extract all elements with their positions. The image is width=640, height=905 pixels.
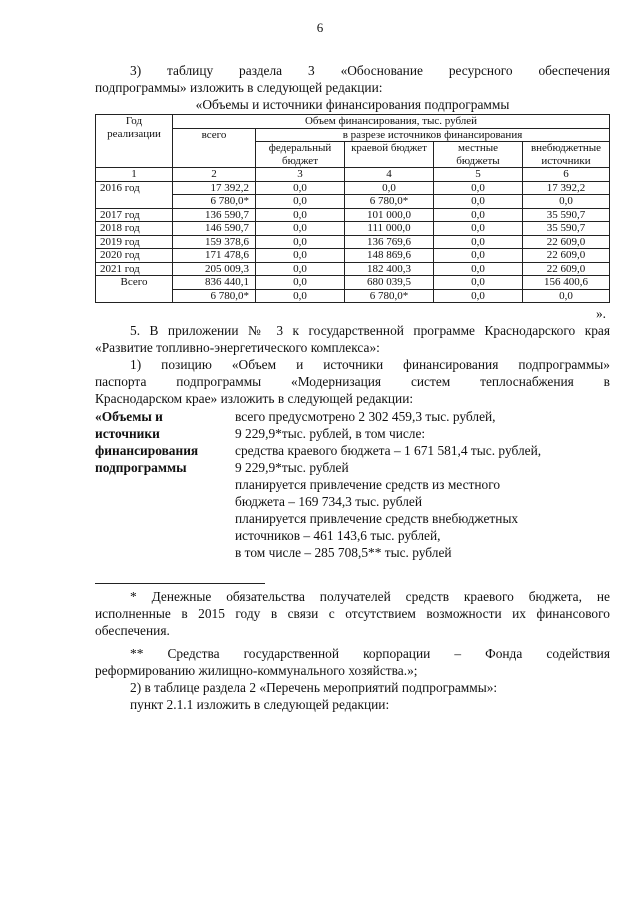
passport-value xyxy=(235,408,610,561)
local-cell: 0,0 xyxy=(434,276,523,290)
header-local: местные бюджеты xyxy=(434,142,523,168)
regional-cell: 0,0 xyxy=(345,181,434,195)
financing-table xyxy=(95,114,610,303)
total-cell: 159 378,6 xyxy=(173,235,256,249)
item1-line-2: паспорта подпрограммы «Модернизация систем теплоснабжения в xyxy=(95,374,610,389)
column-number-row xyxy=(96,168,610,182)
column-number: 2 xyxy=(173,168,256,182)
header-regional: краевой бюджет xyxy=(345,142,434,168)
passport-value-line: планируется привлечение средств внебюджетных xyxy=(235,511,519,526)
passport-value-line: источников – 461 143,6 тыс. рублей, xyxy=(235,528,441,543)
passport-value-line: бюджета – 169 734,3 тыс. рублей xyxy=(235,494,423,509)
federal-cell: 0,0 xyxy=(256,235,345,249)
total-cell: 136 590,7 xyxy=(173,208,256,222)
passport-value-line: всего предусмотрено 2 302 459,3 тыс. рублей, xyxy=(235,409,496,424)
document-body xyxy=(95,62,610,713)
total-cell: 17 392,2 xyxy=(173,181,256,195)
regional-cell: 680 039,5 xyxy=(345,276,434,290)
extra-cell: 22 609,0 xyxy=(523,262,610,276)
regional-cell: 6 780,0* xyxy=(345,289,434,303)
local-cell: 0,0 xyxy=(434,289,523,303)
closing-quote-mark: ». xyxy=(595,306,606,321)
federal-cell: 0,0 xyxy=(256,276,345,290)
passport-label xyxy=(95,408,235,561)
regional-cell: 6 780,0* xyxy=(345,195,434,209)
table-row xyxy=(96,181,610,195)
year-cell: 2021 год xyxy=(96,262,173,276)
column-number: 3 xyxy=(256,168,345,182)
footnote-1-line-2: исполненные в 2015 году в связи с отсутствием возможности их финансового xyxy=(95,606,610,621)
column-number: 5 xyxy=(434,168,523,182)
footnote-2-line-2: реформированию жилищно-коммунального хозяйства.»; xyxy=(95,663,418,678)
federal-cell: 0,0 xyxy=(256,222,345,236)
header-breakdown: в разрезе источников финансирования xyxy=(256,128,610,142)
table-row xyxy=(96,222,610,236)
item2-line-2: пункт 2.1.1 изложить в следующей редакции: xyxy=(130,697,390,712)
passport-value-line: в том числе – 285 708,5** тыс. рублей xyxy=(235,545,452,560)
year-cell: Всего xyxy=(96,276,173,303)
passport-value-line: 9 229,9*тыс. рублей xyxy=(235,460,349,475)
year-cell: 2017 год xyxy=(96,208,173,222)
item2-line-1: 2) в таблице раздела 2 «Перечень мероприятий подпрограммы»: xyxy=(130,680,498,695)
extra-cell: 156 400,6 xyxy=(523,276,610,290)
regional-cell: 136 769,6 xyxy=(345,235,434,249)
table-row xyxy=(96,289,610,303)
regional-cell: 111 000,0 xyxy=(345,222,434,236)
local-cell: 0,0 xyxy=(434,222,523,236)
federal-cell: 0,0 xyxy=(256,181,345,195)
passport-label-line: финансирования xyxy=(95,443,199,458)
extra-cell: 22 609,0 xyxy=(523,235,610,249)
local-cell: 0,0 xyxy=(434,249,523,263)
footnote-1-line-1: * Денежные обязательства получателей средств краевого бюджета, не xyxy=(130,589,610,604)
passport-label-line: подпрограммы xyxy=(95,460,187,475)
footnote-separator xyxy=(95,583,265,584)
column-number: 6 xyxy=(523,168,610,182)
local-cell: 0,0 xyxy=(434,208,523,222)
year-cell: 2016 год xyxy=(96,181,173,208)
passport-value-line: 9 229,9*тыс. рублей, в том числе: xyxy=(235,426,426,441)
year-cell: 2019 год xyxy=(96,235,173,249)
federal-cell: 0,0 xyxy=(256,208,345,222)
year-cell: 2020 год xyxy=(96,249,173,263)
section5-line-2: «Развитие топливно-энергетического комплекса»: xyxy=(95,340,380,355)
passport-value-line: планируется привлечение средств из местного xyxy=(235,477,501,492)
regional-cell: 148 869,6 xyxy=(345,249,434,263)
footnote-1-line-3: обеспечения. xyxy=(95,623,170,638)
total-cell: 6 780,0* xyxy=(173,289,256,303)
table-row xyxy=(96,249,610,263)
passport-label-line: «Объемы и xyxy=(95,409,163,424)
item1-line-3: Краснодарском крае» изложить в следующей редакции: xyxy=(95,391,414,406)
total-cell: 6 780,0* xyxy=(173,195,256,209)
federal-cell: 0,0 xyxy=(256,249,345,263)
section5-line-1: 5. В приложении № 3 к государственной программе Краснодарского края xyxy=(130,323,610,338)
year-cell: 2018 год xyxy=(96,222,173,236)
page-number: 6 xyxy=(316,20,324,35)
column-number: 1 xyxy=(96,168,173,182)
item1-line-1: 1) позицию «Объем и источники финансирования подпрограммы» xyxy=(130,357,610,372)
total-cell: 205 009,3 xyxy=(173,262,256,276)
total-cell: 836 440,1 xyxy=(173,276,256,290)
header-volume: Объем финансирования, тыс. рублей xyxy=(173,115,610,129)
federal-cell: 0,0 xyxy=(256,195,345,209)
extra-cell: 17 392,2 xyxy=(523,181,610,195)
total-cell: 146 590,7 xyxy=(173,222,256,236)
table-row xyxy=(96,195,610,209)
extra-cell: 22 609,0 xyxy=(523,249,610,263)
passport-value-line: средства краевого бюджета – 1 671 581,4 тыс. рублей, xyxy=(235,443,542,458)
local-cell: 0,0 xyxy=(434,181,523,195)
header-federal: федеральный бюджет xyxy=(256,142,345,168)
federal-cell: 0,0 xyxy=(256,289,345,303)
extra-cell: 35 590,7 xyxy=(523,222,610,236)
column-number: 4 xyxy=(345,168,434,182)
local-cell: 0,0 xyxy=(434,195,523,209)
header-total: всего xyxy=(173,128,256,168)
passport-label-line: источники xyxy=(95,426,160,441)
header-extra: внебюджетные источники xyxy=(523,142,610,168)
extra-cell: 0,0 xyxy=(523,289,610,303)
table-row xyxy=(96,235,610,249)
total-cell: 171 478,6 xyxy=(173,249,256,263)
regional-cell: 101 000,0 xyxy=(345,208,434,222)
table-row xyxy=(96,262,610,276)
intro-line-2: подпрограммы» изложить в следующей редакции: xyxy=(95,80,383,95)
intro-line-1: 3) таблицу раздела 3 «Обоснование ресурсного обеспечения xyxy=(130,63,610,78)
local-cell: 0,0 xyxy=(434,235,523,249)
header-year: Год реализации xyxy=(96,115,173,168)
federal-cell: 0,0 xyxy=(256,262,345,276)
local-cell: 0,0 xyxy=(434,262,523,276)
extra-cell: 35 590,7 xyxy=(523,208,610,222)
footnote-2-line-1: ** Средства государственной корпорации – Фонда содействия xyxy=(130,646,610,661)
table-row xyxy=(96,276,610,290)
extra-cell: 0,0 xyxy=(523,195,610,209)
table-title: «Объемы и источники финансирования подпрограммы xyxy=(195,97,510,112)
table-row xyxy=(96,208,610,222)
regional-cell: 182 400,3 xyxy=(345,262,434,276)
passport-block xyxy=(95,408,610,561)
